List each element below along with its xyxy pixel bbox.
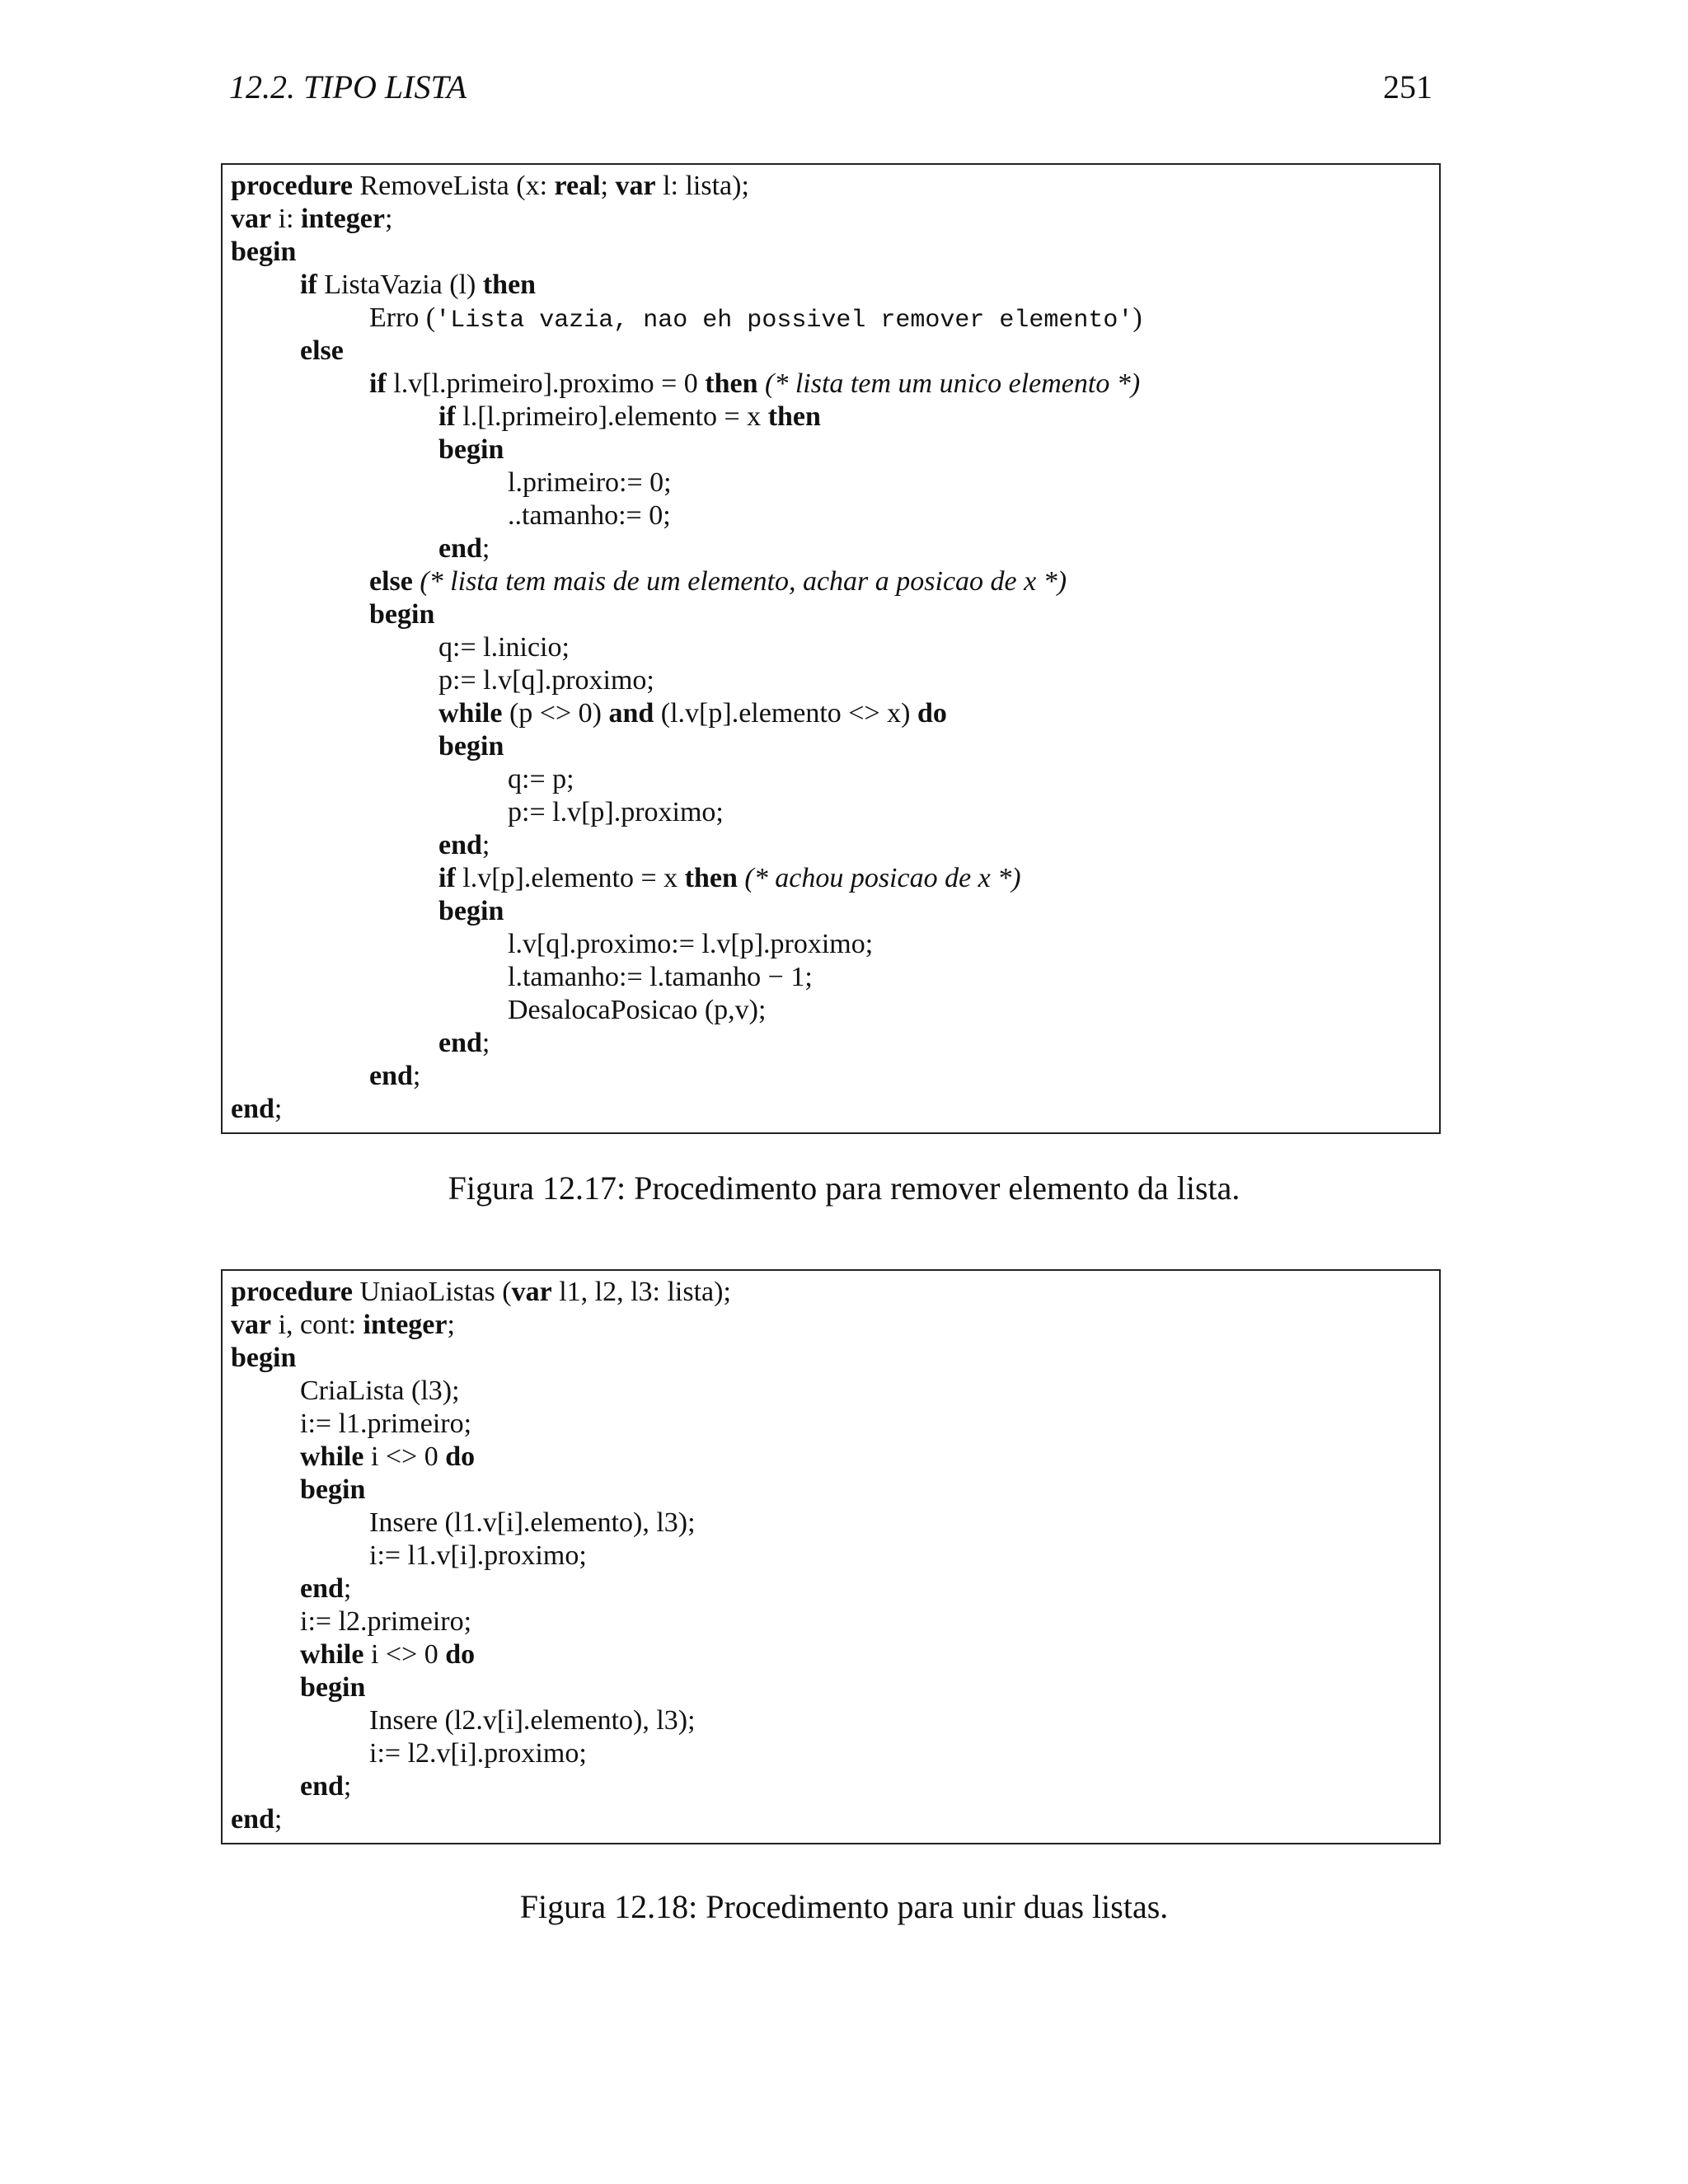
code-line bbox=[223, 368, 1439, 401]
figure-caption-12-17: Figura 12.17: Procedimento para remover elemento da lista. bbox=[448, 1169, 1240, 1207]
code-line bbox=[223, 466, 1439, 499]
code-line bbox=[223, 170, 1439, 203]
code-text: Insere (l2.v[i].elemento), l3); bbox=[369, 1705, 696, 1736]
code-line bbox=[223, 1507, 1439, 1540]
code-line bbox=[223, 796, 1439, 829]
code-text: Erro ( bbox=[369, 302, 436, 333]
code-keyword: end bbox=[231, 1804, 274, 1835]
code-keyword: while bbox=[300, 1639, 364, 1670]
code-keyword: if bbox=[438, 401, 456, 432]
code-keyword: if bbox=[300, 269, 317, 300]
code-line bbox=[223, 1572, 1439, 1605]
page-number: 251 bbox=[1383, 68, 1432, 105]
code-keyword: end bbox=[438, 1028, 482, 1058]
code-text: i:= l1.primeiro; bbox=[300, 1408, 472, 1439]
code-text: l.[l.primeiro].elemento = x bbox=[455, 401, 768, 432]
code-text: ; bbox=[343, 1573, 352, 1604]
code-text: ; bbox=[447, 1310, 455, 1340]
code-line bbox=[223, 598, 1439, 631]
code-keyword: and bbox=[608, 698, 654, 729]
code-line bbox=[223, 1276, 1439, 1309]
code-text: ..tamanho:= 0; bbox=[508, 500, 671, 531]
code-line bbox=[223, 434, 1439, 466]
code-text: ; bbox=[274, 1804, 283, 1835]
code-keyword: do bbox=[445, 1639, 476, 1670]
code-text: l.tamanho:= l.tamanho − 1; bbox=[508, 962, 813, 992]
code-line bbox=[223, 763, 1439, 796]
code-line bbox=[223, 269, 1439, 302]
code-listing-uniao-listas bbox=[221, 1269, 1441, 1844]
code-keyword: procedure bbox=[231, 1277, 353, 1307]
code-line bbox=[223, 236, 1439, 269]
code-keyword: begin bbox=[438, 896, 504, 926]
code-keyword: begin bbox=[438, 434, 504, 465]
code-comment: (* lista tem um unico elemento *) bbox=[757, 368, 1141, 399]
code-text: ; bbox=[412, 1061, 421, 1091]
code-keyword: begin bbox=[231, 237, 297, 267]
code-keyword: integer bbox=[363, 1310, 448, 1340]
code-line bbox=[223, 1671, 1439, 1704]
code-text: ; bbox=[343, 1771, 352, 1802]
code-comment: (* lista tem mais de um elemento, achar a posicao de x *) bbox=[412, 566, 1067, 597]
section-title: 12.2. TIPO LISTA bbox=[229, 68, 467, 105]
code-text: i:= l1.v[i].proximo; bbox=[369, 1540, 587, 1571]
code-line bbox=[223, 1060, 1439, 1093]
code-keyword: else bbox=[369, 566, 413, 597]
code-keyword: end bbox=[300, 1573, 344, 1604]
code-text: l1, l2, l3: lista); bbox=[551, 1277, 731, 1307]
code-text: ; bbox=[600, 171, 616, 201]
code-line bbox=[223, 928, 1439, 961]
code-line bbox=[223, 532, 1439, 565]
code-line bbox=[223, 1027, 1439, 1060]
code-keyword: begin bbox=[300, 1672, 366, 1703]
code-text: l: lista); bbox=[655, 171, 749, 201]
code-text: (l.v[p].elemento <> x) bbox=[654, 698, 917, 729]
code-text: ) bbox=[1132, 302, 1142, 333]
code-keyword: real bbox=[554, 171, 601, 201]
code-line bbox=[223, 1737, 1439, 1770]
code-text: p:= l.v[p].proximo; bbox=[508, 797, 724, 827]
code-line bbox=[223, 961, 1439, 994]
code-line bbox=[223, 862, 1439, 895]
code-line bbox=[223, 203, 1439, 236]
code-line bbox=[223, 1638, 1439, 1671]
code-keyword: var bbox=[231, 1310, 272, 1340]
code-text: ; bbox=[274, 1094, 283, 1124]
code-text: i:= l2.primeiro; bbox=[300, 1606, 472, 1637]
code-line bbox=[223, 829, 1439, 862]
code-line bbox=[223, 994, 1439, 1027]
code-text: l.primeiro:= 0; bbox=[508, 467, 672, 498]
code-text: l.v[p].elemento = x bbox=[455, 863, 685, 893]
code-text: UniaoListas ( bbox=[352, 1277, 512, 1307]
code-keyword: while bbox=[438, 698, 503, 729]
code-text: l.v[q].proximo:= l.v[p].proximo; bbox=[508, 929, 874, 959]
code-line bbox=[223, 697, 1439, 730]
code-keyword: begin bbox=[231, 1343, 297, 1373]
code-text: CriaLista (l3); bbox=[300, 1376, 460, 1406]
code-text: ; bbox=[384, 204, 393, 234]
code-keyword: begin bbox=[438, 731, 504, 762]
code-text: ; bbox=[481, 533, 490, 564]
code-text: p:= l.v[q].proximo; bbox=[438, 665, 654, 696]
code-line bbox=[223, 1540, 1439, 1572]
code-keyword: end bbox=[438, 533, 482, 564]
code-keyword: begin bbox=[369, 599, 435, 630]
code-line bbox=[223, 1474, 1439, 1507]
code-line bbox=[223, 302, 1439, 335]
code-keyword: if bbox=[438, 863, 456, 893]
code-line bbox=[223, 565, 1439, 598]
code-keyword: procedure bbox=[231, 171, 353, 201]
code-keyword: end bbox=[438, 830, 482, 860]
code-text: l.v[l.primeiro].proximo = 0 bbox=[386, 368, 706, 399]
code-text: q:= l.inicio; bbox=[438, 632, 570, 663]
code-text: i, cont: bbox=[271, 1310, 363, 1340]
code-line bbox=[223, 1770, 1439, 1803]
code-line bbox=[223, 401, 1439, 434]
code-keyword: end bbox=[369, 1061, 413, 1091]
running-header bbox=[229, 68, 1432, 107]
code-keyword: var bbox=[231, 204, 272, 234]
code-keyword: then bbox=[482, 269, 537, 300]
code-line bbox=[223, 895, 1439, 928]
code-keyword: do bbox=[445, 1441, 476, 1472]
code-line bbox=[223, 1342, 1439, 1375]
code-line bbox=[223, 631, 1439, 664]
code-text: i:= l2.v[i].proximo; bbox=[369, 1738, 587, 1769]
code-line bbox=[223, 664, 1439, 697]
code-keyword: do bbox=[917, 698, 947, 729]
code-line bbox=[223, 730, 1439, 763]
code-keyword: then bbox=[684, 863, 738, 893]
code-text: RemoveLista (x: bbox=[352, 171, 555, 201]
code-line bbox=[223, 1309, 1439, 1342]
code-string: 'Lista vazia, nao eh possivel remover elemento' bbox=[435, 307, 1133, 335]
code-text: DesalocaPosicao (p,v); bbox=[508, 995, 767, 1025]
code-line bbox=[223, 1704, 1439, 1737]
code-keyword: if bbox=[369, 368, 387, 399]
code-keyword: else bbox=[300, 335, 344, 366]
code-comment: (* achou posicao de x *) bbox=[737, 863, 1021, 893]
code-text: ; bbox=[481, 830, 490, 860]
code-keyword: then bbox=[767, 401, 821, 432]
code-line bbox=[223, 1408, 1439, 1441]
code-keyword: var bbox=[511, 1277, 552, 1307]
code-keyword: begin bbox=[300, 1474, 366, 1505]
code-line bbox=[223, 1441, 1439, 1474]
code-text: i <> 0 bbox=[363, 1639, 446, 1670]
code-keyword: end bbox=[300, 1771, 344, 1802]
code-keyword: then bbox=[705, 368, 758, 399]
code-text: Insere (l1.v[i].elemento), l3); bbox=[369, 1507, 696, 1538]
code-line bbox=[223, 1375, 1439, 1408]
code-line bbox=[223, 1605, 1439, 1638]
code-text: ListaVazia (l) bbox=[316, 269, 483, 300]
code-line bbox=[223, 499, 1439, 532]
code-keyword: while bbox=[300, 1441, 364, 1472]
code-text: ; bbox=[481, 1028, 490, 1058]
code-line bbox=[223, 1093, 1439, 1126]
code-listing-remove-lista bbox=[221, 163, 1441, 1134]
code-text: i <> 0 bbox=[363, 1441, 446, 1472]
code-keyword: var bbox=[615, 171, 656, 201]
code-text: (p <> 0) bbox=[502, 698, 609, 729]
code-line bbox=[223, 335, 1439, 368]
code-text: q:= p; bbox=[508, 764, 574, 794]
code-text: i: bbox=[271, 204, 301, 234]
code-keyword: integer bbox=[301, 204, 385, 234]
figure-caption-12-18: Figura 12.18: Procedimento para unir duas listas. bbox=[519, 1888, 1169, 1925]
code-line bbox=[223, 1803, 1439, 1836]
code-keyword: end bbox=[231, 1094, 274, 1124]
